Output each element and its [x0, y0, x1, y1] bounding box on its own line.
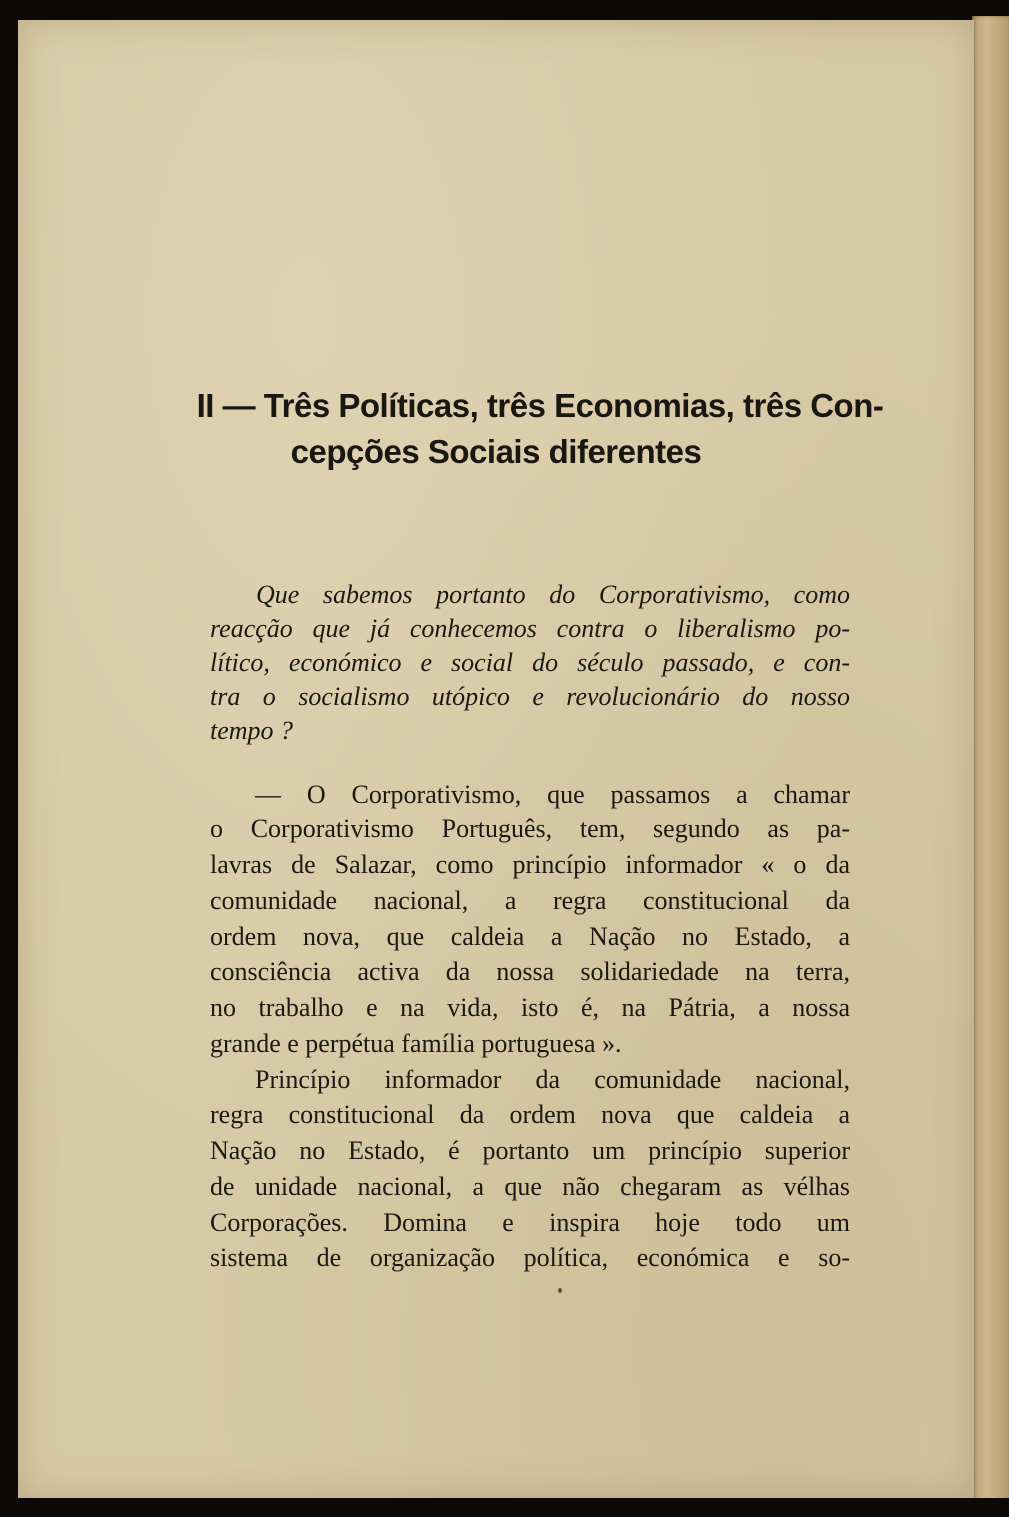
body-text-line: Corporações. Domina e inspira hoje todo um [210, 1208, 850, 1237]
section-heading-line-1: II — Três Políticas, três Economias, três Con- [196, 387, 884, 424]
body-text-line: sistema de organização política, económica e so- [210, 1243, 850, 1272]
adjacent-page-edge [972, 16, 1009, 1502]
body-text-line: de unidade nacional, a que não chegaram as vélhas [210, 1172, 850, 1201]
body-text-line: regra constitucional da ordem nova que caldeia a [210, 1100, 850, 1129]
body-text-line: lavras de Salazar, como princípio informador « o da [210, 850, 850, 879]
body-text-line: Princípio informador da comunidade nacional, [255, 1065, 850, 1094]
body-text-line: comunidade nacional, a regra constitucional da [210, 886, 850, 915]
section-heading-line-2: cepções Sociais diferentes [290, 433, 702, 470]
body-text-line: o Corporativismo Português, tem, segundo as pa- [210, 814, 850, 843]
body-text-line: grande e perpétua família portuguesa ». [210, 1029, 622, 1058]
body-text-line: — O Corporativismo, que passamos a chamar [255, 780, 850, 809]
body-text-line: no trabalho e na vida, isto é, na Pátria, a nossa [210, 993, 850, 1022]
body-text-line: Nação no Estado, é portanto um princípio superior [210, 1136, 850, 1165]
question-line: tempo ? [210, 716, 294, 745]
scan-border [968, 1498, 1009, 1517]
question-line: reacção que já conhecemos contra o liberalismo po- [210, 614, 850, 643]
paper-blemish [558, 1288, 562, 1293]
question-line: tra o socialismo utópico e revolucionário do nosso [210, 682, 850, 711]
book-page [18, 20, 974, 1498]
question-line: lítico, económico e social do século passado, e con- [210, 648, 850, 677]
body-text-line: ordem nova, que caldeia a Nação no Estado, a [210, 922, 850, 951]
body-text-line: consciência activa da nossa solidariedade na terra, [210, 957, 850, 986]
question-line: Que sabemos portanto do Corporativismo, como [256, 580, 850, 609]
